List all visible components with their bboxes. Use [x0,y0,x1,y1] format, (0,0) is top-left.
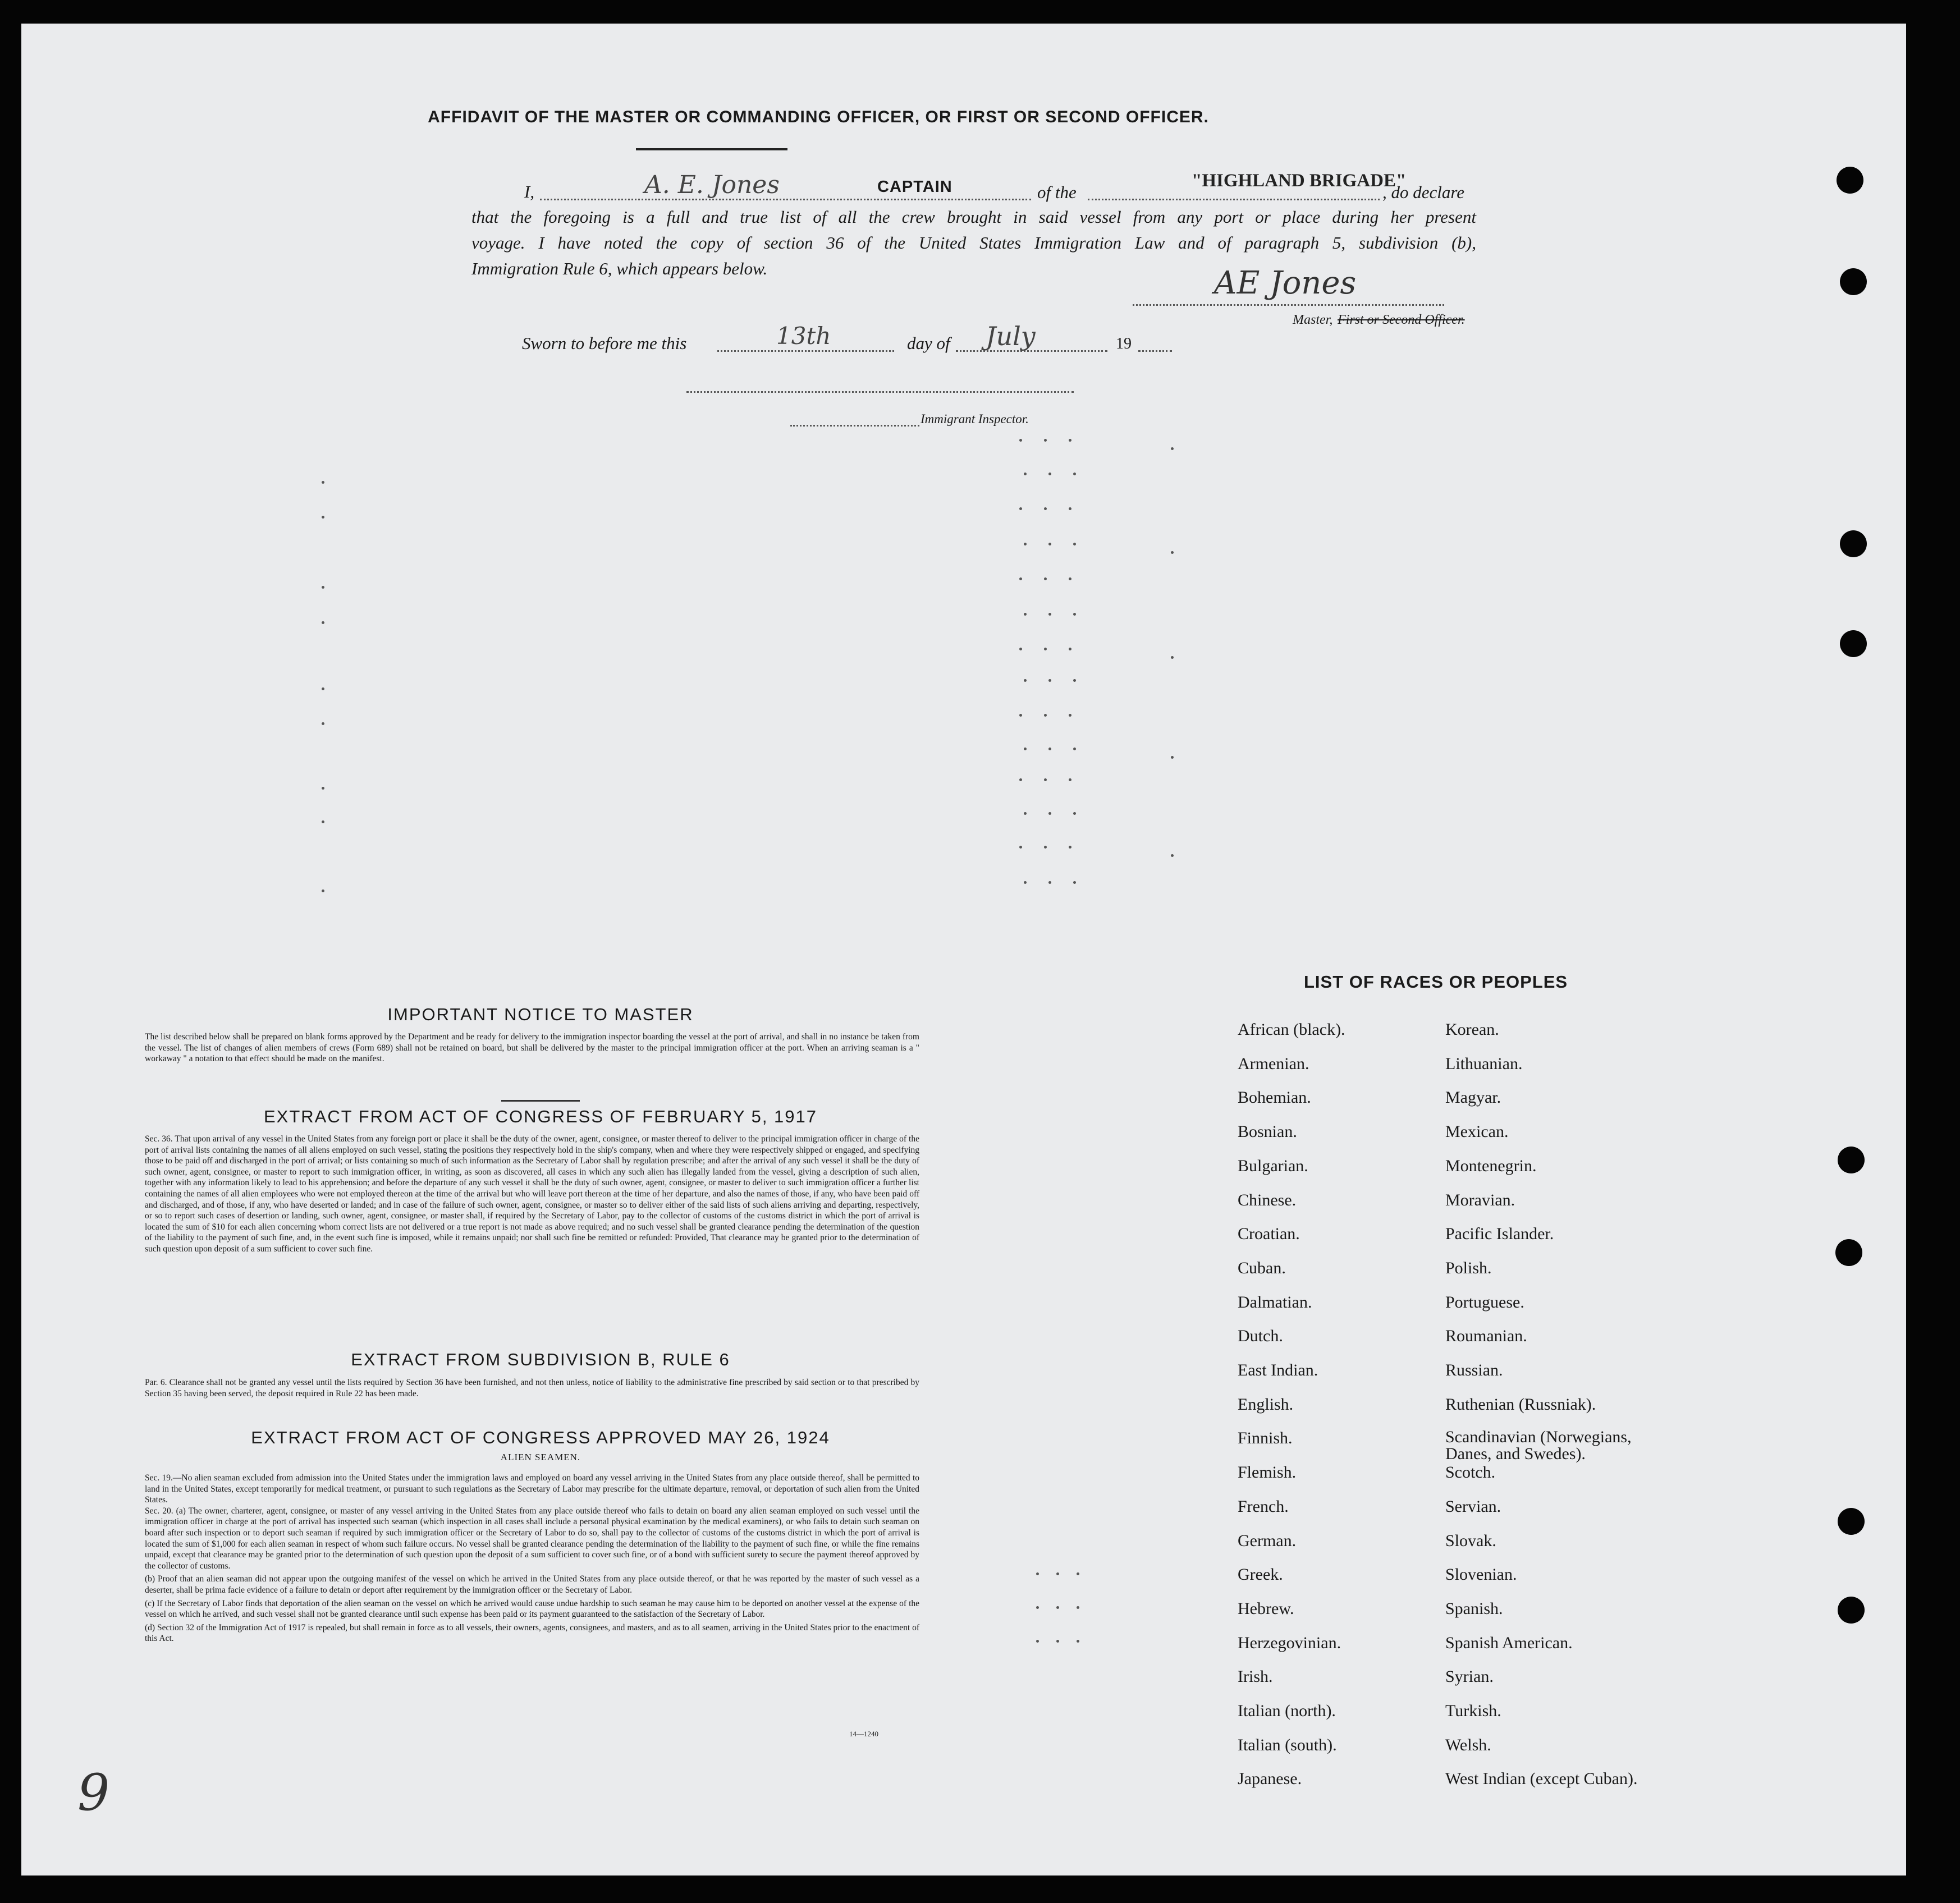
race-item: Irish. [1238,1667,1273,1686]
vessel-dotted-line [1088,199,1380,200]
race-item: English. [1238,1395,1294,1414]
race-item: Mexican. [1445,1122,1509,1141]
sec-20a-text: Sec. 20. (a) The owner, charterer, agent, consignee, or master of any vessel arriving in the United States from any place outside thereof who fails to detain on board any alien seaman employed on such vessel until the immigration officer in charge at the port of arrival has inspected such seaman (which inspection in all cases shall include a personal physical examination by the medical examiners), or who fails to detain such seaman on board after such inspection or to deport such seaman if required by such immigration officer or the Secretary of Labor to do so, shall pay to the collector of customs of the customs district in which the port of arrival is located the sum of $1,000 for each alien seaman in respect of whom such failure occurs. No vessel shall be granted clearance pending the determination of the liability to the payment of such fine, or while the fine remains unpaid, except that clearance may be granted prior to the determination of such question upon the deposit of a sum sufficient to cover such fine, or of a bond with sufficient surety to secure the payment thereof approved by the collector of customs. [145,1506,919,1571]
race-item: Welsh. [1445,1735,1491,1754]
sec-20d-text: (d) Section 32 of the Immigration Act of 1917 is repealed, but shall remain in force as to all vessels, their owners, agents, consignees, and masters, and as to all seamen, arriving in the United States prior to the enactment of this Act. [145,1622,919,1644]
bleed-dot [1077,1572,1079,1575]
races-heading: LIST OF RACES OR PEOPLES [1304,972,1568,992]
bleed-dot [1171,756,1174,759]
extract-rule6-heading: EXTRACT FROM SUBDIVISION B, RULE 6 [351,1350,730,1369]
bleed-dot [1024,812,1027,815]
extract-rule6-text: Par. 6. Clearance shall not be granted any vessel until the lists required by Section 36 have been furnished, and not then unless, notice of liability to the administrative fine prescribed by said section or to that prescribed by Section 35 having been served, the deposit required in Rule 22 has been made. [145,1378,919,1398]
race-item: African (black). [1238,1020,1345,1039]
bleed-dot [1069,648,1071,650]
punch-hole [1835,1239,1862,1266]
race-item: Montenegrin. [1445,1156,1537,1175]
year-prefix: 19 [1116,335,1132,352]
bleed-dot [1019,648,1022,650]
of-the-label: of the [1037,182,1077,202]
race-item: Chinese. [1238,1190,1297,1209]
bleed-dot [1069,439,1071,442]
race-item: Bulgarian. [1238,1156,1308,1175]
bleed-dot [1044,714,1047,717]
bleed-dot [1019,507,1022,510]
race-item: Servian. [1445,1497,1501,1516]
bleed-dot [322,481,324,484]
inspector-signature-line [686,391,1074,393]
bleed-dot [1056,1572,1059,1575]
bleed-dot [1019,778,1022,781]
race-item: Italian (south). [1238,1735,1337,1754]
bleed-dot [1048,748,1051,750]
race-item: Syrian. [1445,1667,1494,1686]
race-item: Moravian. [1445,1190,1515,1209]
punch-hole [1840,530,1867,557]
race-item: Spanish. [1445,1599,1503,1618]
bleed-dot [1069,714,1071,717]
bleed-dot [1024,748,1027,750]
bleed-dot [1036,1640,1039,1643]
form-number: 14—1240 [849,1730,878,1738]
race-item: Herzegovinian. [1238,1633,1341,1652]
bleed-dot [322,787,324,790]
bleed-dot [322,820,324,823]
bleed-dot [1073,748,1076,750]
document-page [21,24,1906,1876]
signature-dotted-line [1133,304,1444,306]
declaration-line-3: voyage. I have noted the copy of section 36 of the United States Immigration Law and of paragraph 5, subdivision (b), [471,233,1476,253]
punch-hole [1837,167,1863,194]
name-dotted-line [540,199,1031,200]
race-item: Russian. [1445,1361,1503,1379]
race-item: Finnish. [1238,1429,1293,1448]
extract-1924-heading: EXTRACT FROM ACT OF CONGRESS APPROVED MAY 26, 1924 [251,1428,830,1447]
punch-hole [1838,1597,1865,1624]
bleed-dot [1073,812,1076,815]
race-item: Slovak. [1445,1531,1496,1550]
race-item: East Indian. [1238,1361,1318,1379]
bleed-dot [1044,439,1047,442]
bleed-dot [1069,577,1071,580]
divider [501,1100,580,1102]
bleed-dot [1048,613,1051,616]
bleed-dot [1044,577,1047,580]
bleed-dot [322,889,324,892]
bleed-dot [1069,507,1071,510]
bleed-dot [1171,551,1174,554]
race-item: Roumanian. [1445,1327,1527,1346]
inspector-dotted-line [790,425,919,427]
master-label: Master, [1293,313,1333,327]
bleed-dot [1044,778,1047,781]
bleed-dot [1044,507,1047,510]
master-signature: AE Jones [1214,265,1357,301]
race-item: Lithuanian. [1445,1054,1523,1073]
bleed-dot [1036,1572,1039,1575]
race-item: Italian (north). [1238,1702,1336,1720]
race-item: French. [1238,1497,1289,1516]
punch-hole [1840,630,1867,657]
bleed-dot [1171,447,1174,450]
bleed-dot [322,722,324,725]
bleed-dot [322,621,324,624]
bleed-dot [1024,613,1027,616]
bleed-dot [1019,577,1022,580]
bleed-dot [1056,1640,1059,1643]
bleed-dot [1048,679,1051,682]
bleed-dot [1073,543,1076,545]
notice-heading: IMPORTANT NOTICE TO MASTER [387,1005,694,1024]
sec-20b-text: (b) Proof that an alien seaman did not appear upon the outgoing manifest of the vessel on which he arrived in the United States from any place outside thereof, or that he was reported by the master of such vessel as a deserter, shall be prima facie evidence of a failure to detain or deport after requirement by the immigration officer or the Secretary of Labor. [145,1574,919,1595]
race-item: Ruthenian (Russniak). [1445,1395,1596,1414]
sec-19-text: Sec. 19.—No alien seaman excluded from admission into the United States under the immigration laws and employed on board any vessel arriving in the United States from any place outside thereof, shall be permitted to land in the United States, except temporarily for medical treatment, or pursuant to such regulations as the Secretary of Labor may prescribe for the ultimate departure, removal, or deportation of such alien from the United States. [145,1473,919,1505]
alien-seamen-subheading: ALIEN SEAMEN. [500,1452,581,1462]
race-item: Greek. [1238,1565,1283,1584]
race-item: Spanish American. [1445,1633,1573,1652]
bleed-dot [1024,543,1027,545]
bleed-dot [1048,812,1051,815]
race-item: Slovenian. [1445,1565,1517,1584]
race-item: Hebrew. [1238,1599,1294,1618]
bleed-dot [322,586,324,589]
race-item: Dalmatian. [1238,1292,1312,1312]
bleed-dot [1171,854,1174,857]
bleed-dot [1048,543,1051,545]
race-item: Polish. [1445,1258,1492,1277]
bleed-dot [1024,679,1027,682]
bleed-dot [1024,881,1027,884]
affidavit-title: AFFIDAVIT OF THE MASTER OR COMMANDING OFFICER, OR FIRST OR SECOND OFFICER. [428,108,1209,126]
inspector-label: Immigrant Inspector. [921,412,1029,426]
day-of-label: day of [907,333,950,353]
bleed-dot [1019,846,1022,849]
i-label: I, [524,182,535,201]
race-item: Portuguese. [1445,1292,1524,1312]
race-item: German. [1238,1531,1297,1550]
bleed-dot [1048,881,1051,884]
race-item: Dutch. [1238,1327,1283,1346]
punch-hole [1840,268,1867,295]
declaration-line-2: that the foregoing is a full and true list of all the crew brought in said vessel from any port or place during her present [471,207,1476,227]
bleed-dot [1171,656,1174,659]
bleed-dot [322,687,324,690]
race-item: Turkish. [1445,1702,1501,1720]
race-item: Cuban. [1238,1258,1286,1277]
extract-1917-heading: EXTRACT FROM ACT OF CONGRESS OF FEBRUARY 5, 1917 [263,1107,818,1126]
bleed-dot [1077,1606,1079,1609]
bleed-dot [1019,439,1022,442]
bleed-dot [1056,1606,1059,1609]
bleed-dot [1048,473,1051,475]
margin-mark: 9 [77,1763,110,1822]
bleed-dot [1073,679,1076,682]
punch-hole [1838,1147,1865,1173]
sworn-month: July [986,321,1036,351]
year-dotted-line [1138,350,1172,352]
master-name-handwritten: A. E. Jones [644,171,780,199]
bleed-dot [1024,473,1027,475]
race-item: Flemish. [1238,1463,1297,1482]
title-rule [636,148,787,150]
bleed-dot [1073,473,1076,475]
bleed-dot [1036,1606,1039,1609]
extract-1924-body [145,1473,919,1644]
bleed-dot [1044,648,1047,650]
bleed-dot [1073,613,1076,616]
sworn-label: Sworn to before me this [522,333,687,353]
race-item: Scotch. [1445,1463,1496,1482]
race-item: Bosnian. [1238,1122,1297,1141]
race-item: Korean. [1445,1020,1499,1039]
day-dotted-line [717,350,894,352]
bleed-dot [1073,881,1076,884]
bleed-dot [322,516,324,519]
race-item: Bohemian. [1238,1088,1311,1107]
struck-officer-label: First or Second Officer. [1338,313,1465,327]
vessel-name: "HIGHLAND BRIGADE" [1192,171,1407,191]
race-item: Armenian. [1238,1054,1309,1073]
notice-text: The list described below shall be prepared on blank forms approved by the Department and be ready for delivery to the immigration inspector boarding the vessel at the port of arrival, and shall in no instance be taken from the vessel. The list of changes of alien members of crews (Form 689) shall not be retained on board, but shall be delivered by the master to the principal immigration officer at the port. When an arriving seaman is a " workaway " a notation to that effect should be made on the manifest. [145,1032,919,1064]
bleed-dot [1077,1640,1079,1643]
race-item: Japanese. [1238,1769,1302,1789]
bleed-dot [1069,778,1071,781]
sworn-day: 13th [776,322,831,350]
race-item: Pacific Islander. [1445,1225,1554,1244]
bleed-dot [1069,846,1071,849]
race-item: Scandinavian (Norwegians, Danes, and Swedes). [1445,1428,1632,1464]
race-item: West Indian (except Cuban). [1445,1769,1638,1789]
extract-1917-text: Sec. 36. That upon arrival of any vessel in the United States from any foreign port or place it shall be the duty of the owner, agent, consignee, or master thereof to deliver to the principal immigration officer in charge of the port of arrival lists containing the names of all aliens employed on such vessel, stating the positions they respectively hold in the ship's company, when and where they were respectively shipped or engaged, and specifying those to be paid off and discharged in the port of arrival; or lists containing so much of such information as the Secretary of Labor shall by regulation prescribe; and after the arrival of any such vessel it shall be the duty of such owner, agent, consignee, or master to report to such immigration officer, in writing, as soon as discovered, all cases in which any such alien has illegally landed from the vessel, giving a description of such alien, together with any information likely to lead to his apprehension; and before the departure of any such vessel it shall be the duty of such owner, agent, consignee, or master to deliver to such immigration officer a further list containing the names of all alien employees who were not employed thereon at the time of the arrival but who will leave port thereon at the time of her departure, and also the names of those, if any, who have been paid off and discharged, and of those, if any, who have deserted or landed; and in case of the failure of such owner, agent, consignee, or master so to deliver either of the said lists of such aliens arriving and departing, respectively, or so to report such cases of desertion or landing, such owner, agent, consignee, or master shall, if required by the Secretary of Labor, pay to the collector of customs of the customs district in which the port of arrival is located the sum of $10 for each alien concerning whom correct lists are not delivered or a true report is not made as above required; and no such vessel shall be granted clearance pending the determination of the question of the liability to the payment of such fine, and, in the event such fine is imposed, while it remains unpaid; nor shall such fine be remitted or refunded: Provided, That clearance may be granted prior to the determination of such question upon deposit of a sum sufficient to cover such fine. [145,1134,919,1254]
rank-label: CAPTAIN [877,178,952,196]
bleed-dot [1019,714,1022,717]
declaration-line-4: Immigration Rule 6, which appears below. [471,259,768,278]
race-item: Magyar. [1445,1088,1501,1107]
punch-hole [1838,1508,1865,1535]
sec-20c-text: (c) If the Secretary of Labor finds that deportation of the alien seaman on the vessel on which he arrived would cause undue hardship to such seaman he may cause him to be deported on another vessel at the expense of the vessel on which he arrived, and such vessel shall not be granted clearance until such expense has been paid or its payment guaranteed to the satisfaction of the Secretary of Labor. [145,1598,919,1620]
race-item: Croatian. [1238,1225,1300,1244]
do-declare-label: , do declare [1382,182,1465,202]
bleed-dot [1044,846,1047,849]
